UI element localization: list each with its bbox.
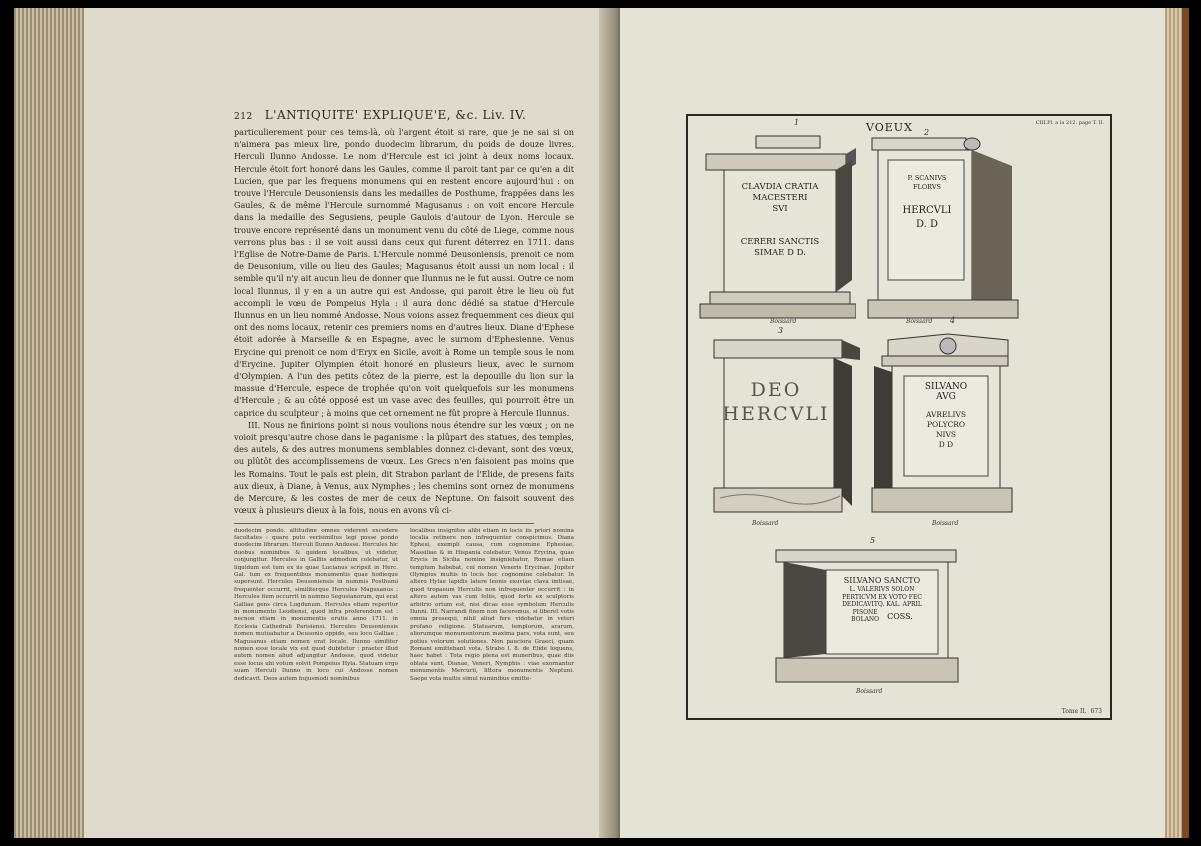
altar-3-artist: Boissard (752, 520, 779, 527)
paragraph-1: particulierement pour ces tems-là, où l'argent étoit si rare, que je ne sai si on n'aimera pas mieux lire, pondo duodecim librarum, du poids de douze livres. Herculi Ilunno Andosse. Le nom d'Hercule est ici joint à deux noms locaux. Hercule étoit fort honoré dans les Gaules, comme il paroit tant par ce qu'en a dit Lucien, que par les frequens monumens qui en restent encore aujourd'hui : on trouve l'Hercule Deusoniensis dans les medailles de Posthume, frappées dans les Gaules, & de même l'Hercule surnommé Magusanus : on voit encore Hercule dans la medaille des Segusiens, peuple Gaulois d'autour de Lyon. Hercule se trouve encore représenté dans un monument venu du côté de Liege, comme nous verrons plus bas : il se voit aussi dans ceux qui furent déterrez en 1711. dans l'Eglise de Notre-Dame de Paris. L'Hercule nommé Deusoniensis, prenoit ce nom de Deusonium, ville ou lieu des Gaules; Magusanus étoit aussi un nom local : il semble qu'il n'y ait aucun lieu de donner que Ilunnus ne le fut aussi. Outre ce nom local Ilunnus, il y en a un autre qui est Andosse, qui paroit être le lieu où fut accompli le vœu de Pompeius Hyla : il aura donc dédié sa statue d'Hercule Ilunnus en un lieu nommé Andosse. Nous voions assez frequemment ces dieux qui ont des noms locaux, retenir ces premiers noms en d'autres lieux. Diane d'Ephese étoit adorée à Marseille & en Espagne, avec le surnom d'Ephesienne. Venus Erycine qui prenoit ce nom d'Eryx en Sicile, avoit à Rome un temple sous le nom d'Erycine. Jupiter Olympien étoit honoré en plusieurs lieux, avec le surnom d'Olympien. A l'un des petits côtez de la pierre, est la depouille du lion sur la massue d'Hercule, espece de trophée qu'on voit quelquefois sur les monumens d'Hercule ; & au côté opposé est un vase avec des feuilles, qui pourroit être un caprice du sculpteur ; à moins que cet ornement ne fût propre à Hercule Ilunnus. (234, 127, 574, 418)
altar-4-line-4: AVRELIVS (925, 410, 967, 419)
altar-1-line-2: MACESTERI (752, 193, 808, 203)
altar-4-line-7: D D (938, 440, 954, 449)
plate-title: VOEUX (866, 121, 913, 134)
running-head-title: L'ANTIQUITE' EXPLIQUE'E, &c. Liv. IV. (264, 108, 527, 122)
altar-4-line-5: POLYCRO (926, 420, 966, 429)
altar-4-line-6: NIVS (935, 430, 957, 439)
altar-5-line-3: PERTICVM EX VOTO FEC (842, 593, 922, 601)
altar-4-number-top: 4 (950, 316, 956, 325)
altar-3-line-2: HERCVLI (722, 403, 830, 425)
altar-4-line-1: SILVANO (924, 382, 968, 392)
altar-2-line-4: HERCVLI (902, 205, 952, 216)
plate-number: 673 (1090, 708, 1102, 715)
page-number: 212 (234, 112, 253, 122)
left-page-text (234, 108, 574, 683)
left-page (14, 8, 612, 838)
altar-4-line-3 (904, 402, 988, 410)
altar-5-inscription (828, 576, 936, 624)
running-head (234, 108, 574, 122)
altar-4-inscription (904, 382, 988, 450)
footnote-rule (234, 523, 534, 524)
altar-1-line-1: CLAVDIA CRATIA (741, 182, 819, 192)
plate-footer (1062, 708, 1102, 715)
altar-2-number: 2 (924, 128, 930, 137)
book-cover-edge (1182, 8, 1189, 838)
altar-3-number: 3 (778, 326, 784, 335)
altar-5-line-4: DEDICAVITQ. KAL. APRIL (842, 601, 922, 609)
altar-1-line-3: SVI (772, 204, 788, 214)
altar-5-line-5: PISONE (852, 608, 878, 616)
page-edges-left (14, 8, 84, 838)
altar-2-line-5: D. D (915, 219, 939, 230)
altar-5-line-6: BOLANO (851, 616, 880, 624)
altar-2-artist: Boissard (906, 318, 933, 325)
altar-1-number: 1 (794, 118, 800, 127)
altar-5-number: 5 (870, 536, 876, 545)
altar-3-inscription (722, 378, 830, 426)
altar-5-line-1: SILVANO SANCTO (843, 576, 921, 585)
altar-2-line-2: FLORVS (913, 183, 941, 191)
body-text (234, 126, 574, 517)
plate-reference: CIII.Pl. a la 212. page T. II. (1035, 120, 1104, 126)
altar-5-consuls (828, 609, 936, 624)
right-page (620, 8, 1165, 838)
altar-2-inscription (890, 174, 964, 232)
altar-1-line-4 (724, 215, 836, 237)
open-book (14, 8, 1189, 838)
footnote-column-right: localibus insignitos alibi etiam in locis iis priori nomina localia retinere non infrequenter conspicimus. Diana Ephesi, exempli causa, cum cognomine Ephesiae, Massiliae & in Hispania colebatur. Venus Erycina, quae Erycis in Sicilia nomine insigniebatur, Romae etiam templum habebat, cui nomen Veneris Erycinae. Jupiter Olympius multis in locis hoc cognomine colebatur. In altero Hylae lapidis latere leonis exuviae clava imtisae, quod tropaeum Herculis non infrequenter occurrit : in altero autem vas cum foliis, quod forte ex sculptoris arbitrio ortum est, nisi dicas esse symbolum Herculis Ilunni. III. Narrandi finem non faceremus, si liberet votis omnia prosequi, nihil aliud fere videbatur in veteri profano religione. Statuarum, templorum, ararum, aliorumque monumentorum maxima pars, vota sunt, seu potius votorum solutiones. Non pauciora Graeci, quam Romani emittebant vota. Strabo l. 8. de Elide loquens, haec habet : Tota regio plena est muneribus, quae diis oblata sunt, Dianae, Veneri, Nymphis : viae exornantur monumentis Mercurii, littora monumentis Neptuni. Saepe vota multis simul numinibus emitte- (410, 527, 574, 682)
altar-3 (710, 336, 866, 516)
altar-2-line-1: P. SCANIVS (907, 174, 947, 182)
altar-1-line-5: CERERI SANCTIS (740, 237, 820, 247)
altar-5-line-2: L. VALERIVS SOLON (849, 586, 915, 593)
altar-4-artist: Boissard (932, 520, 959, 527)
altar-1-artist: Boissard (770, 318, 797, 325)
altar-2-line-3 (890, 192, 964, 204)
altar-3-line-1: DEO (750, 379, 802, 401)
altar-4-line-2: AVG (936, 392, 956, 402)
altar-5-line-7: COSS. (887, 611, 913, 621)
footnote-column-left: duodecim pondo. altitudine omnes viderent excedere facultates : quare puto verisimilius legi posse pondo duodecim librarum. Herculi Ilunno Andosse. Hercules hic duobus nominibus & quidem localibus, ut videtur, conjungitur. Hercules in Galliis admodum colebatur, ut liquidum est tum ex iis quae Lucianus scripsit in Herc. Gal. tum ex frequentibus monumentis quae hodieque supersunt. Hercules Deusoniensis in nummis Posthumi frequenter occurrit, similiterque Hercules Magusanus : Hercules item occurrit in nummo Segusianorum, qui erat Galliae gens circa Lugdunum. Hercules etiam reperitur in monumento Leodiensi, quod infra proferendum est : necnon etiam in monumentis erutis anno 1711. in Ecclesia Cathedrali Parisiensi. Hercules Deusoniensis nomen mutuabatur a Deusonio oppido, seu loco Galliae ; Magusanus etiam nomen erat locale. Ilunno similiter nomen esse locale vix est quod dubitetur : praeter illud autem nomen aliud adjungitur Andosse, quod videtur esse locus ubi votum solvit Pompeius Hyla. Statuam ergo suam Herculi Ilunno in loco cui Andosse nomen dedicavit. Deos autem hujusmodi nominibus (234, 527, 398, 682)
engraved-plate (686, 114, 1112, 720)
paragraph-2: III. Nous ne finirions point si nous voulions nous étendre sur les vœux ; on ne voioit presqu'autre chose dans le paganisme : la plûpart des statues, des temples, des autels, & des autres monumens semblables donnez ci-devant, sont des vœux, ou plûtôt des accomplissemens de vœux. Les Grecs n'en faisoient pas moins que les Romains. Tout le païs est plein, dit Strabon parlant de l'Elide, de presens faits aux dieux, à Diane, à Venus, aux Nymphes ; les chemins sont ornez de monumens de Mercure, & les costes de mer de ceux de Neptune. On faisoit souvent des vœux à plusieurs dieux à la fois, nous en avons vû ci- (234, 419, 574, 516)
altar-1-inscription (724, 182, 836, 259)
altar-5-artist: Boissard (856, 688, 883, 695)
plate-volume: Tome II. (1061, 708, 1087, 715)
altar-1-line-6: SIMAE D D. (754, 248, 806, 258)
footnotes (234, 528, 574, 684)
